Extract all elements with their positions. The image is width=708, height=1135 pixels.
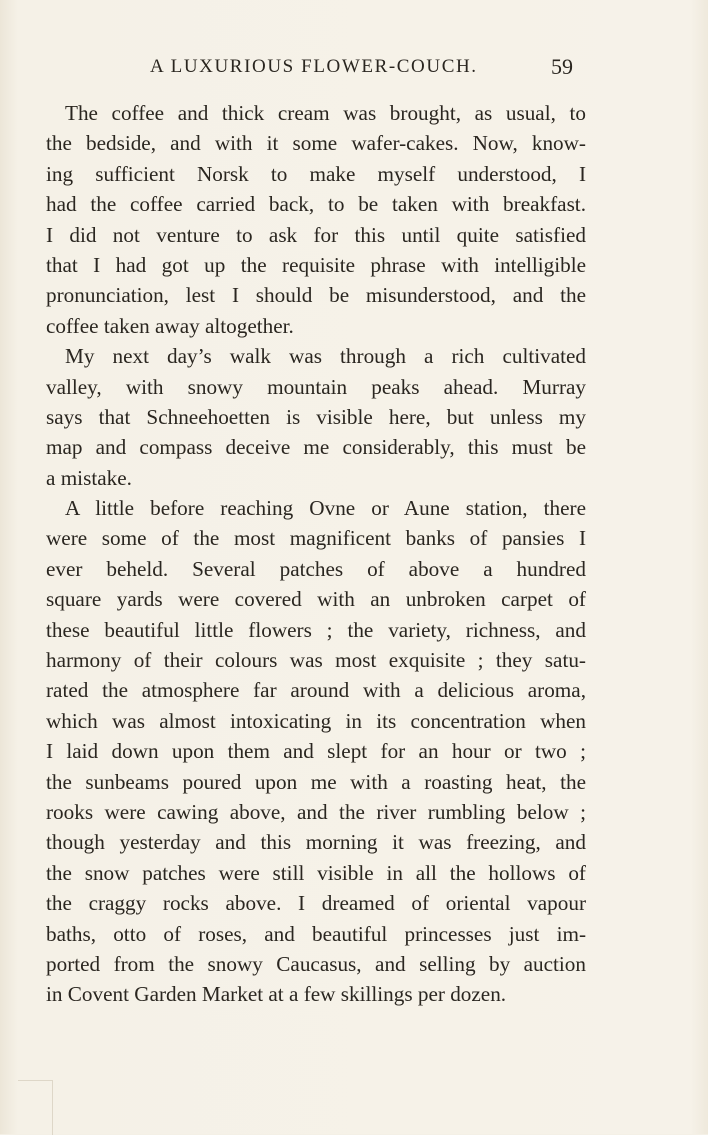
text-line: pronunciation, lest I should be misunderstood, and the: [46, 283, 586, 308]
text-line: had the coffee carried back, to be taken with breakfast.: [46, 192, 586, 217]
text-line: were some of the most magnificent banks of pansies I: [46, 526, 586, 551]
running-title: A LUXURIOUS FLOWER-COUCH.: [150, 56, 478, 77]
text-line: A little before reaching Ovne or Aune station, there: [65, 496, 586, 521]
text-line: though yesterday and this morning it was freezing, and: [46, 830, 586, 855]
text-line: these beautiful little flowers ; the variety, richness, and: [46, 617, 586, 642]
binding-edge-mark: [18, 1080, 53, 1135]
page-number: 59: [551, 54, 573, 79]
body-text: [46, 98, 586, 1010]
text-line: ing sufficient Norsk to make myself understood, I: [46, 161, 586, 186]
text-line: The coffee and thick cream was brought, as usual, to: [65, 101, 586, 125]
text-line: ported from the snowy Caucasus, and selling by auction: [46, 951, 586, 976]
text-line: square yards were covered with an unbroken carpet of: [46, 587, 586, 612]
text-line: that I had got up the requisite phrase with intelligible: [46, 252, 586, 277]
text-line: map and compass deceive me considerably, this must be: [46, 435, 586, 460]
text-line: the snow patches were still visible in all the hollows of: [46, 860, 586, 885]
page-header: [150, 56, 573, 86]
text-line: the craggy rocks above. I dreamed of oriental vapour: [46, 891, 586, 916]
text-line: I laid down upon them and slept for an hour or two ;: [46, 739, 586, 764]
text-line: rooks were cawing above, and the river rumbling below ;: [46, 799, 586, 824]
text-line: in Covent Garden Market at a few skillings per dozen.: [46, 982, 507, 1007]
text-line: the sunbeams poured upon me with a roasting heat, the: [46, 769, 586, 794]
text-line: ever beheld. Several patches of above a hundred: [46, 556, 586, 581]
text-line: harmony of their colours was most exquisite ; they satu-: [46, 648, 586, 673]
text-line: I did not venture to ask for this until quite satisfied: [46, 222, 586, 247]
text-line: valley, with snowy mountain peaks ahead. Murray: [46, 374, 586, 399]
text-line: baths, otto of roses, and beautiful princesses just im-: [46, 921, 586, 946]
text-line: which was almost intoxicating in its concentration when: [46, 708, 586, 733]
text-line: My next day’s walk was through a rich cultivated: [65, 344, 586, 369]
text-line: says that Schneehoetten is visible here, but unless my: [46, 404, 586, 429]
text-line: rated the atmosphere far around with a delicious aroma,: [46, 678, 586, 703]
text-line: coffee taken away altogether.: [46, 313, 294, 338]
text-line: a mistake.: [46, 465, 132, 490]
text-line: the bedside, and with it some wafer-cakes. Now, know-: [46, 131, 586, 156]
